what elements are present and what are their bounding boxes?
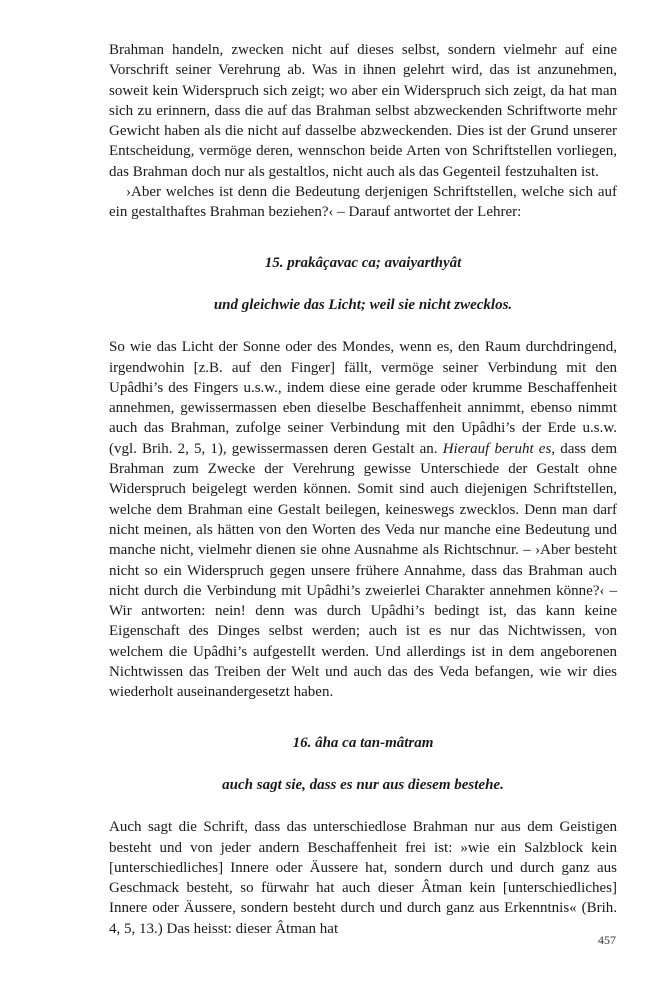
commentary-paragraph-15 xyxy=(109,337,617,702)
sutra-translation-16: auch sagt sie, dass es nur aus diesem bestehe. xyxy=(222,776,504,793)
commentary-text-a: So wie das Licht der Sonne oder des Mondes, wenn es, den Raum durchdringend, irgendwohin [z.B. auf den Finger] fällt, vermöge seiner Verbindung mit den Upâdhi’s des Fingers u.s.w., indem diese eine gerade oder krumme Beschaffenheit annehmen, gewissermassen eben dieselbe Beschaffenheit annimmt, ebenso nimmt auch das Brahman, zufolge seiner Verbindung mit den Upâdhi’s der Erde u.s.w. (vgl. Brih. 2, 5, 1), gewissermassen deren Gestalt an. xyxy=(109,339,617,457)
commentary-emphasis: Hierauf beruht es, xyxy=(442,440,556,457)
sutra-translation-15: und gleichwie das Licht; weil sie nicht zwecklos. xyxy=(213,296,513,313)
paragraph-question: ›Aber welches ist denn die Bedeutung derjenigen Schriftstellen, welche sich auf ein gestalthaftes Brahman beziehen?‹ – Darauf antwortet der Lehrer: xyxy=(109,184,617,221)
page-number: 457 xyxy=(598,933,616,947)
commentary-paragraph-16: Auch sagt die Schrift, dass das unterschiedlose Brahman nur aus dem Geistigen besteht und von jeder andern Beschaffenheit frei ist: »wie ein Salzblock kein [unterschiedliches] Innere oder Äussere hat, sondern durch und durch ganz aus Geschmack besteht, so fürwahr hat auch dieser Âtman kein [unterschiedliches] Innere oder Äussere, sondern besteht durch und durch ganz aus Erkenntnis« (Brih. 4, 5, 13.) Das heisst: dieser Âtman hat xyxy=(109,819,617,937)
sutra-heading-16: 16. âha ca tan-mâtram xyxy=(292,734,434,751)
page-body xyxy=(109,40,617,939)
sutra-heading-15: 15. prakâçavac ca; avaiyarthyât xyxy=(264,254,462,271)
paragraph-continuation: Brahman handeln, zwecken nicht auf dieses selbst, sondern vielmehr auf eine Vorschrift seiner Verehrung ab. Was in ihnen gelehrt wird, das ist anzunehmen, soweit kein Widerspruch sich zeigt; wo aber ein Widerspruch sich zeigt, da hat man sich zu erinnern, dass die auf das Brahman selbst abzweckenden Schriftworte mehr Gewicht haben als die nicht auf dasselbe abzweckenden. Dies ist der Grund unserer Entscheidung, vermöge deren, wennschon beide Arten von Schriftstellen vorliegen, das Brahman doch nur als gestaltlos, nicht auch als das Gegenteil festzuhalten ist. xyxy=(109,42,617,180)
commentary-text-b: dass dem Brahman zum Zwecke der Verehrung gewisse Unterschiede der Gestalt ohne Widerspruch beigelegt werden können. Somit sind auch diejenigen Schriftstellen, welche dem Brahman eine Gestalt beilegen, keineswegs zwecklos. Denn man darf nicht meinen, als hätten von den Worten des Veda nur manche eine Bedeutung und manche nicht, vielmehr dienen sie ohne Ausnahme als Richtschnur. – ›Aber besteht nicht so ein Widerspruch gegen unsere frühere Annahme, dass das Brahman auch nicht durch die Verbindung mit Upâdhi’s zweierlei Charakter annehmen könne?‹ – Wir antworten: nein! denn was durch Upâdhi’s bedingt ist, das kann keine Eigenschaft des Dinges selbst werden; auch ist es nur das Nichtwissen, von welchem die Upâdhi’s aufgestellt werden. Und allerdings ist in dem angeborenen Nichtwissen das Treiben der Welt und auch das des Veda befangen, wie wir dies wiederholt auseinandergesetzt haben. xyxy=(109,440,617,701)
